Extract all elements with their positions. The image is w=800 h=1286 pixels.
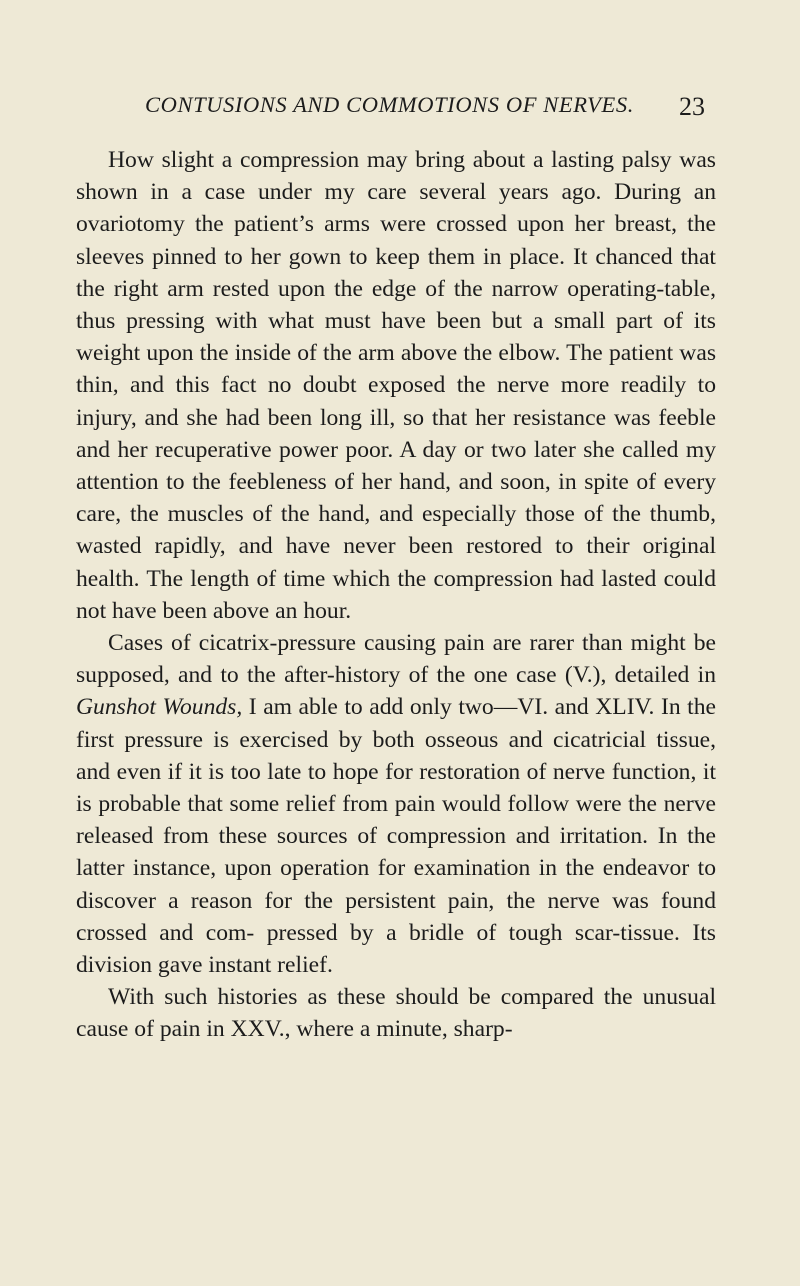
paragraph-text: How slight a compression may bring about a lasting palsy was shown in a case under my care several years ago. During an ovariotomy the patient’s arms were crossed upon her breast, the sleeves pinned to her gown to keep them in place. It chanced that the right arm rested upon the edge of the narrow operating-table, thus pressing with what must have been but a small part of its weight upon the inside of the arm above the elbow. The patient was thin, and this fact no doubt exposed the nerve more readily to injury, and she had been long ill, so that her resistance was feeble and her recuperative power poor. A day or two later she called my attention to the feebleness of her hand, and soon, in spite of every care, the muscles of the hand, and especially those of the thumb, wasted rapidly, and have never been restored to their original health. The length of time which the compression had lasted could not have been above an hour. xyxy=(76,147,716,624)
running-head xyxy=(145,92,705,128)
page-number: 23 xyxy=(679,92,705,121)
book-title-reference: Gunshot Wounds, xyxy=(76,694,243,721)
paragraph-cicatrix-pressure xyxy=(76,627,716,981)
paragraph-text: With such histories as these should be compared the unusual cause of pain in XXV., where a minute, sharp- xyxy=(76,984,716,1043)
paragraph-text: Cases of cicatrix-pressure causing pain are rarer than might be supposed, and to the after-history of the one case (V.), detailed in xyxy=(76,630,716,689)
body-text xyxy=(76,144,716,1046)
paragraph-text: I am able to add only two—VI. and XLIV. In the first pressure is exercised by both osseous and cicatricial tissue, and even if it is too late to hope for restoration of nerve function, it is probable that some relief from pain would follow were the nerve released from these sources of compression and irritation. In the latter instance, upon operation for examination in the endeavor to discover a reason for the persistent pain, the nerve was found crossed and com- pressed by a bridle of tough scar-tissue. Its division gave instant relief. xyxy=(76,694,717,979)
running-title: CONTUSIONS AND COMMOTIONS OF NERVES. xyxy=(145,92,634,117)
paragraph-ovariotomy-palsy xyxy=(76,144,716,627)
paragraph-unusual-cause xyxy=(76,981,716,1045)
